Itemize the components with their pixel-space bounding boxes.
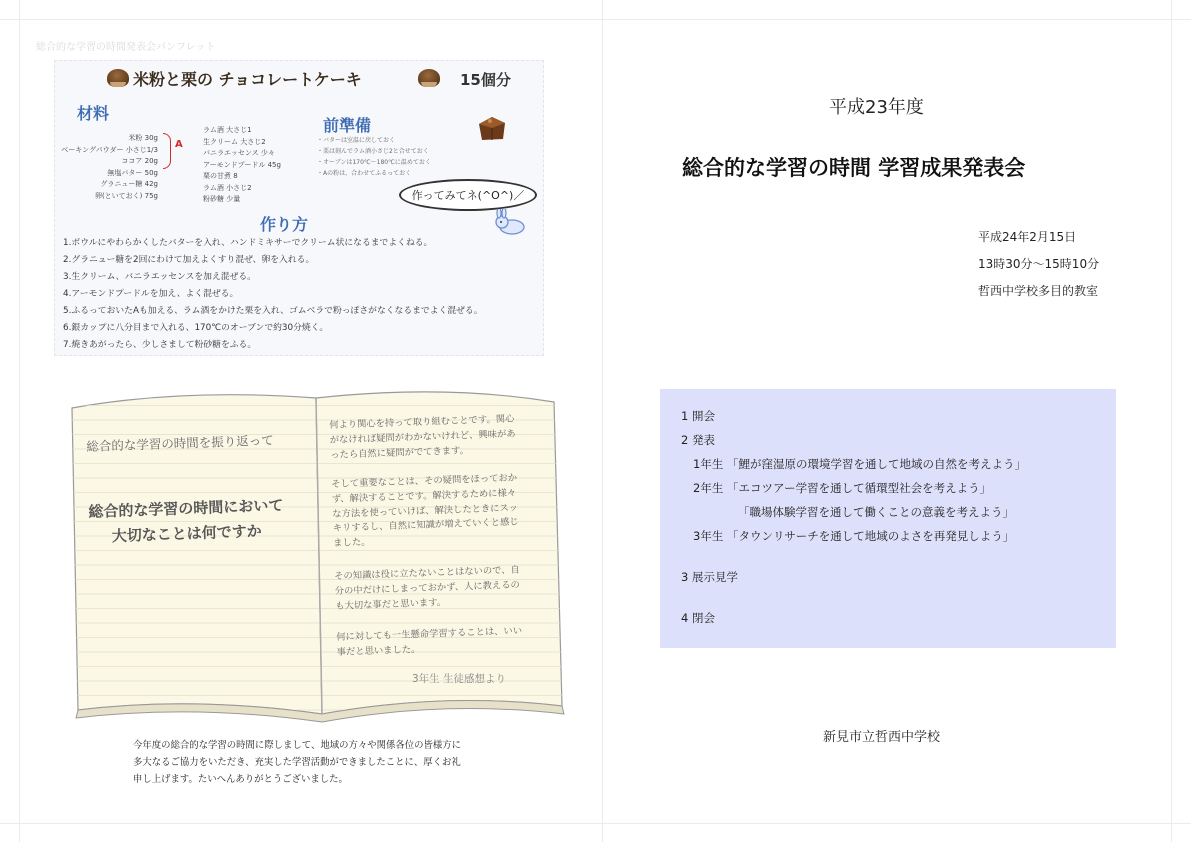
prep-heading: 前準備 bbox=[323, 116, 372, 135]
book-signature: 3年生 生徒感想より bbox=[412, 673, 507, 685]
page-guide bbox=[1171, 0, 1172, 842]
program-item: 2年生 「エコツアー学習を通して循環型社会を考えよう」 bbox=[693, 481, 992, 495]
method-heading: 作り方 bbox=[260, 215, 309, 234]
book-paragraph-4: 何に対しても一生懸命学習することは、いい 事だと思いました。 bbox=[336, 625, 523, 658]
ingredients-b: ラム酒 大さじ1 生クリーム 大さじ2 バニラエッセンス 少々 アーモンドプードル 45g 栗の甘煮 8 ラム酒 小さじ2 粉砂糖 少量 bbox=[203, 126, 281, 203]
fiscal-year: 平成23年度 bbox=[829, 97, 924, 118]
materials-heading: 材料 bbox=[77, 104, 110, 123]
program-item: 1年生 「鯉が窪湿原の環境学習を通して地域の自然を考えよう」 bbox=[693, 457, 1026, 471]
prep-notes: ・バターは室温に戻しておく ・栗は刻んでラム酒小さじ2と合せておく ・オーブンは170℃〜180℃に温めておく ・Aの粉は、合わせてふるっておく bbox=[317, 137, 431, 177]
thanks-message: 今年度の総合的な学習の時間に際しまして、地域の方々や関係各位の皆様方に 多大なるご協力をいただき、充実した学習活動ができましたことに、厚くお礼 申し上げます。たいへんありがとうございました。 bbox=[133, 740, 461, 785]
book-left-question: 総合的な学習の時間において 大切なことは何ですか bbox=[88, 496, 284, 546]
program-item: 4 閉会 bbox=[681, 611, 715, 625]
speech-bubble: 作ってみてネ(^O^)／ bbox=[399, 179, 537, 211]
program-item: 3年生 「タウンリサーチを通して地域のよさを再発見しよう」 bbox=[693, 529, 1015, 543]
recipe-title: 米粉と栗の チョコレートケーキ bbox=[133, 70, 362, 89]
recipe-steps: 1.ボウルにやわらかくしたバターを入れ、ハンドミキサーでクリーム状になるまでよくねる。 2.グラニュー糖を2回にわけて加えよくすり混ぜ、卵を入れる。 3.生クリーム、バニラエッセンスを加え混ぜる。 4.アーモンドプードルを加え、よく混ぜる。 5.ふるっておいたAも加える、ラム酒をかけた栗を入れ、ゴムベラで粉っぽさがなくなるまでよく混ぜる。 6.銀カップに八分目まで入れる、170℃のオーブンで約30分焼く。 7.焼きあがったら、少しさまして粉砂糖をふる。 bbox=[63, 238, 483, 350]
pamphlet-watermark: 総合的な学習の時間発表会パンフレット bbox=[36, 42, 216, 53]
chocolate-cake-icon bbox=[476, 113, 508, 143]
book-paragraph-2: そして重要なことは、その疑問をほっておか ず、解決することです。解決するために様々 な方法を使っていけば、解決したときにスッ キリするし、自然に知識が増えていくと感じ ました。 bbox=[331, 472, 519, 550]
recipe-count: 15個分 bbox=[460, 71, 511, 89]
school-name: 新見市立哲西中学校 bbox=[823, 730, 941, 745]
ingredients-a: 米粉 30g ベーキングパウダー 小さじ1/3 ココア 20g 無塩バター 50g グラニュー糖 42g 卵(といておく) 75g bbox=[61, 134, 158, 200]
chestnut-icon bbox=[107, 69, 129, 87]
book-paragraph-1: 何より関心を持って取り組むことです。関心 がなければ疑問がわかないけれど、興味があ ったら自然に疑問がでてきます。 bbox=[329, 413, 516, 461]
event-date-venue: 平成24年2月15日 13時30分〜15時10分 哲西中学校多目的教室 bbox=[978, 230, 1100, 298]
program-item: 3 展示見学 bbox=[681, 570, 738, 584]
recipe-card bbox=[54, 60, 544, 356]
page-guide bbox=[0, 823, 1191, 824]
event-title: 総合的な学習の時間 学習成果発表会 bbox=[682, 156, 1026, 180]
book-left-title: 総合的な学習の時間を振り返って bbox=[86, 432, 274, 454]
page-guide bbox=[602, 0, 603, 842]
program-item: 2 発表 bbox=[681, 433, 715, 447]
chestnut-icon bbox=[418, 69, 440, 87]
brace-a bbox=[163, 133, 171, 169]
rabbit-icon bbox=[492, 209, 530, 235]
page-guide bbox=[0, 19, 1191, 20]
program-item: 「職場体験学習を通して働くことの意義を考えよう」 bbox=[738, 505, 1014, 519]
program-box bbox=[660, 389, 1116, 648]
book-paragraph-3: その知識は役に立たないことはないので、自 分の中だけにしまっておかず、人に教えるの も大切な事だと思います。 bbox=[334, 564, 521, 612]
a-label: A bbox=[175, 139, 183, 150]
program-item: 1 開会 bbox=[681, 409, 715, 423]
page-guide bbox=[19, 0, 20, 842]
